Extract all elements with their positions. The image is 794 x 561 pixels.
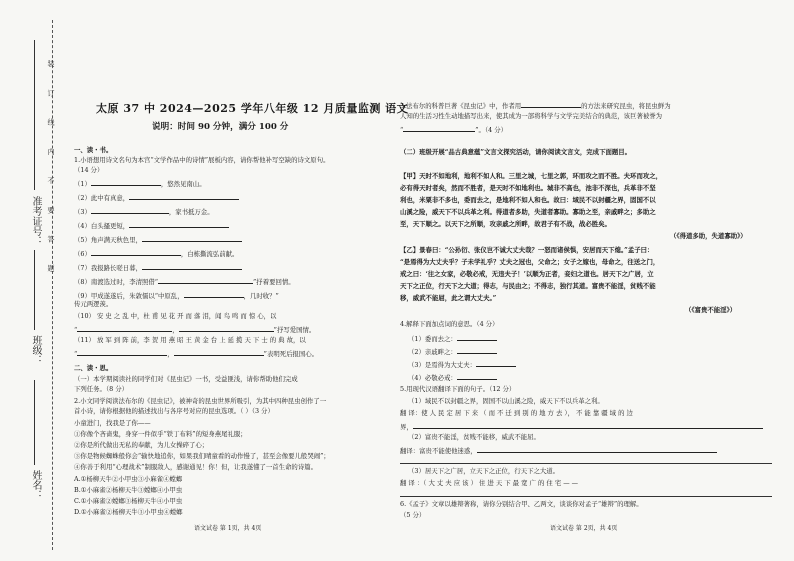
exam-subtitle: 说明：时间 90 分钟，满分 100 分 bbox=[152, 122, 289, 132]
option-d[interactable]: D.①小麻雀②杨柳天牛③小甲虫④螳螂 bbox=[74, 508, 183, 516]
class-line bbox=[34, 250, 35, 330]
question-6-score: （5 分） bbox=[400, 511, 426, 519]
text-yi-line-1: 【乙】景春曰：“公孙衍、张仪岂不诚大丈夫哉？一怒而诸侯惧，安居而天下熄。”孟子曰： bbox=[400, 246, 654, 254]
q4-item-3: （3）是焉得为大丈夫： bbox=[408, 359, 516, 370]
q1-item-9: （9）甲成遂遂后，朱敦儒以“中原乱， ，几时收？” bbox=[74, 292, 279, 300]
exam-title: 太原 37 中 2024—2025 学年八年级 12 月质量监测 语文 bbox=[96, 102, 409, 115]
q1-item-2: （2）此中有真意， bbox=[74, 192, 239, 203]
answer-blank[interactable] bbox=[91, 248, 181, 256]
exam-no-line bbox=[34, 40, 35, 190]
binding-margin bbox=[0, 0, 62, 561]
question-1-intro: 1.小语想用诗文名句为本宫“文学作品中的诗情”展板内容，请你帮他补写空缺的诗文原句。 bbox=[74, 156, 330, 164]
answer-blank[interactable] bbox=[457, 346, 497, 354]
q1-item-6: （6） ，白栋撕流弘前献。 bbox=[74, 250, 239, 258]
answer-blank[interactable] bbox=[142, 234, 242, 242]
option-a[interactable]: A.①杨柳天牛②小甲虫③小麻雀④螳螂 bbox=[74, 475, 183, 483]
section-1-heading: 一、读・书。 bbox=[74, 146, 113, 154]
answer-blank[interactable] bbox=[77, 324, 172, 332]
poem-intro: 小童进门，找我是了你—— bbox=[74, 419, 151, 427]
q5-translation-2: 翻译：富贵不能使他迷惑， bbox=[400, 445, 717, 456]
q5-translation-1-cont: 界， bbox=[400, 421, 772, 432]
class-label: 班级： bbox=[30, 335, 41, 365]
answer-line[interactable] bbox=[400, 496, 772, 497]
poem-line-4: ④你善于利用“心理战术”制服敌人，感谢通见！你！但，让我遂懂了一首生命的诗篇。 bbox=[74, 463, 317, 471]
text-yi-line-5: 移，威武不能屈，此之谓大丈夫。” bbox=[400, 294, 497, 302]
answer-blank[interactable] bbox=[129, 192, 239, 200]
question-3-line-2: 人知的生活习性生动地描写出来，使其成为一部将科学与文学完美结合的典范，该巨著被誉为 bbox=[400, 112, 663, 120]
answer-blank[interactable] bbox=[174, 348, 264, 356]
text-jia-line-5: 至，天下顺之。以天下之所顺，攻亲戚之所畔，故君子有不战，战必胜矣。 bbox=[400, 220, 611, 228]
answer-line[interactable] bbox=[400, 463, 772, 464]
section-2a-intro: （一）本学期阅读社的同学们对《昆虫记》一书，受益匪浅，请你帮助他们完成 bbox=[74, 375, 298, 383]
question-4: 4.解释下面加点词的意思。（4 分） bbox=[400, 320, 499, 328]
page-1 bbox=[66, 0, 409, 561]
answer-blank[interactable] bbox=[184, 290, 244, 298]
text-jia-line-3: 利也，米粟非不多也，委而去之，是地利不如人和也。故曰：域民不以封疆之界，固国不以 bbox=[400, 196, 656, 204]
q5-sentence-1: （1）域民不以封疆之界，固国不以山溪之险，威天下不以兵革之利。 bbox=[408, 397, 604, 405]
answer-blank[interactable] bbox=[457, 372, 497, 380]
section-2a-intro-cont: 下列任务。（8 分） bbox=[74, 385, 129, 393]
answer-blank[interactable] bbox=[413, 421, 763, 429]
q1-item-4: （4）白头搔更短， bbox=[74, 220, 229, 231]
q5-translation-1: 翻 译：使 人 民 定 居 下 来 （ 而 不 迁 到 别 的 地 方 去 ）， 不 能 靠 疆 域 的 边 bbox=[400, 409, 633, 417]
question-2-text-cont: 首小诗，请你根据他的描述找出与各序号对应的昆虫选项。（ ）（3 分） bbox=[74, 407, 274, 415]
page-1-footer: 语文试卷 第 1页，共 4页 bbox=[194, 525, 262, 532]
answer-blank[interactable] bbox=[476, 359, 516, 367]
question-3-line-1: 3.法布尔的科普巨著《昆虫记》中，作者用 的方法来研究昆虫，将昆虫鲜为 bbox=[400, 102, 671, 110]
q5-sentence-2: （2）富贵不能淫，贫贱不能移，威武不能屈。 bbox=[408, 433, 540, 441]
section-2b-heading: （二）班级开展“品古典意蕴”文言文探究活动，请你阅读文言文，完成下面题目。 bbox=[400, 148, 632, 156]
answer-blank[interactable] bbox=[91, 206, 169, 214]
question-3-line-3: “ ”。（4 分） bbox=[400, 126, 508, 134]
answer-blank[interactable] bbox=[91, 178, 161, 186]
answer-blank[interactable] bbox=[129, 220, 229, 228]
section-2-heading: 二、读・思。 bbox=[74, 364, 113, 372]
q1-item-3: （3） ，家书抵万金。 bbox=[74, 208, 214, 216]
poem-line-1: ①你像个吝啬鬼，身穿一件似乎“铁丁布料”的短身燕尾礼服； bbox=[74, 430, 247, 438]
q1-item-10-blanks: “ ， ”抒写爱国情。 bbox=[74, 326, 316, 334]
text-yi-line-4: 天下之正位，行天下之大道；得志，与民由之；不得志，独行其道。富贵不能淫，贫贱不能 bbox=[400, 282, 656, 290]
answer-blank[interactable] bbox=[403, 124, 475, 132]
q1-item-1: （1） ，悠然见南山。 bbox=[74, 180, 206, 188]
q5-sentence-3: （3）居天下之广居，立天下之正位，行天下之大道。 bbox=[408, 467, 560, 475]
question-2-text: 2.小文同学阅读法布尔的《昆虫记》，被神奇的昆虫世界所吸引，为其中四种昆虫创作了一 bbox=[74, 397, 327, 405]
text-yi-line-3: 戒之曰：‘往之女家，必敬必戒，无违夫子！’以顺为正者，妾妇之道也。居天下之广居，立 bbox=[400, 270, 654, 278]
answer-blank[interactable] bbox=[179, 324, 274, 332]
q1-item-11: （11） 放 军 到 阵 前，李 贺 用 燕 昭 王 黄 金 台 上 延 揽 天 下 士 的 典 故，以 bbox=[74, 336, 306, 344]
answer-blank[interactable] bbox=[77, 348, 167, 356]
name-label: 姓名： bbox=[30, 470, 41, 500]
q1-item-5: （5）角声满天秋色里， bbox=[74, 234, 242, 245]
text-jia-line-2: 必有得天时者矣，然而不胜者，是天时不如地利也。城非不高也，池非不深也，兵革非不坚 bbox=[400, 184, 656, 192]
exam-no-label: 准考证号： bbox=[30, 196, 41, 246]
q1-item-8: （8）南渡选过时，李清照借“ ”抒着要回情。 bbox=[74, 278, 295, 286]
text-jia-line-4: 山溪之险，威天下不以兵革之利。得道者多助，失道者寡助。寡助之至，亲戚畔之；多助之 bbox=[400, 208, 656, 216]
page-2-footer: 语文试卷 第 2页，共 4页 bbox=[550, 525, 618, 532]
text-yi-line-2: “是焉得为大丈夫乎？子未学礼乎？丈夫之冠也，父命之；女子之嫁也，母命之，往送之门， bbox=[400, 258, 660, 266]
question-5: 5.用现代汉语翻译下面的句子。（12 分） bbox=[400, 385, 516, 393]
poem-line-3: ③你是物候蜘蛛般你会“输快地追你，如果我们晴童看的动作慢了，甚至会像要儿般哭闹”； bbox=[74, 452, 330, 460]
q4-item-2: （2）亲戚畔之： bbox=[408, 346, 497, 357]
question-6: 6.《孟子》文章以雄辩著称，请你分别结合甲、乙两文，谈谈你对孟子“雄辩”的理解。 bbox=[400, 500, 643, 508]
cut-line-text: 装 订 线 内 不 要 答 题 bbox=[47, 60, 55, 282]
text-jia-source: （《得道多助，失道寡助》） bbox=[670, 232, 747, 240]
page-2 bbox=[400, 0, 780, 561]
answer-blank[interactable] bbox=[158, 276, 253, 284]
answer-blank[interactable] bbox=[521, 100, 581, 108]
name-line bbox=[34, 380, 35, 465]
q4-item-4: （4）必敬必戒： bbox=[408, 372, 497, 383]
text-jia-line-1: 【甲】天时不如地利，地利不如人和。三里之城，七里之郭，环而攻之而不胜。夫环而攻之， bbox=[400, 172, 663, 180]
answer-blank[interactable] bbox=[457, 333, 497, 341]
q4-item-1: （1）委而去之： bbox=[408, 333, 497, 344]
answer-blank[interactable] bbox=[142, 262, 242, 270]
poem-line-2: ②你是所代做出无私的奉献，为儿女操碎了心； bbox=[74, 441, 209, 449]
q1-item-7: （7）我报路长嗟日暮， bbox=[74, 262, 242, 273]
q1-item-10: （10） 安 史 之 乱 中，杜 甫 见 花 开 而 落 泪，闻 鸟 鸣 而 惊 心，以 bbox=[74, 312, 277, 320]
option-c[interactable]: C.①小麻雀②螳螂③杨柳天牛④小甲虫 bbox=[74, 497, 183, 505]
question-1-score: （14 分） bbox=[74, 166, 104, 174]
q1-item-11-blanks: “ ， ”表明死后报国心。 bbox=[74, 350, 319, 358]
text-yi-source: （《富贵不能淫》） bbox=[685, 306, 737, 314]
q1-item-9-cont: 传元两逻羡。 bbox=[74, 300, 113, 308]
option-b[interactable]: B.①小麻雀②杨柳天牛③螳螂④小甲虫 bbox=[74, 486, 183, 494]
q5-translation-3: 翻 译 ：（ 大 丈 夫 应 该 ） 住 进 天 下 最 宽 广 的 住 宅 — — bbox=[400, 479, 579, 487]
answer-blank[interactable] bbox=[477, 445, 717, 453]
